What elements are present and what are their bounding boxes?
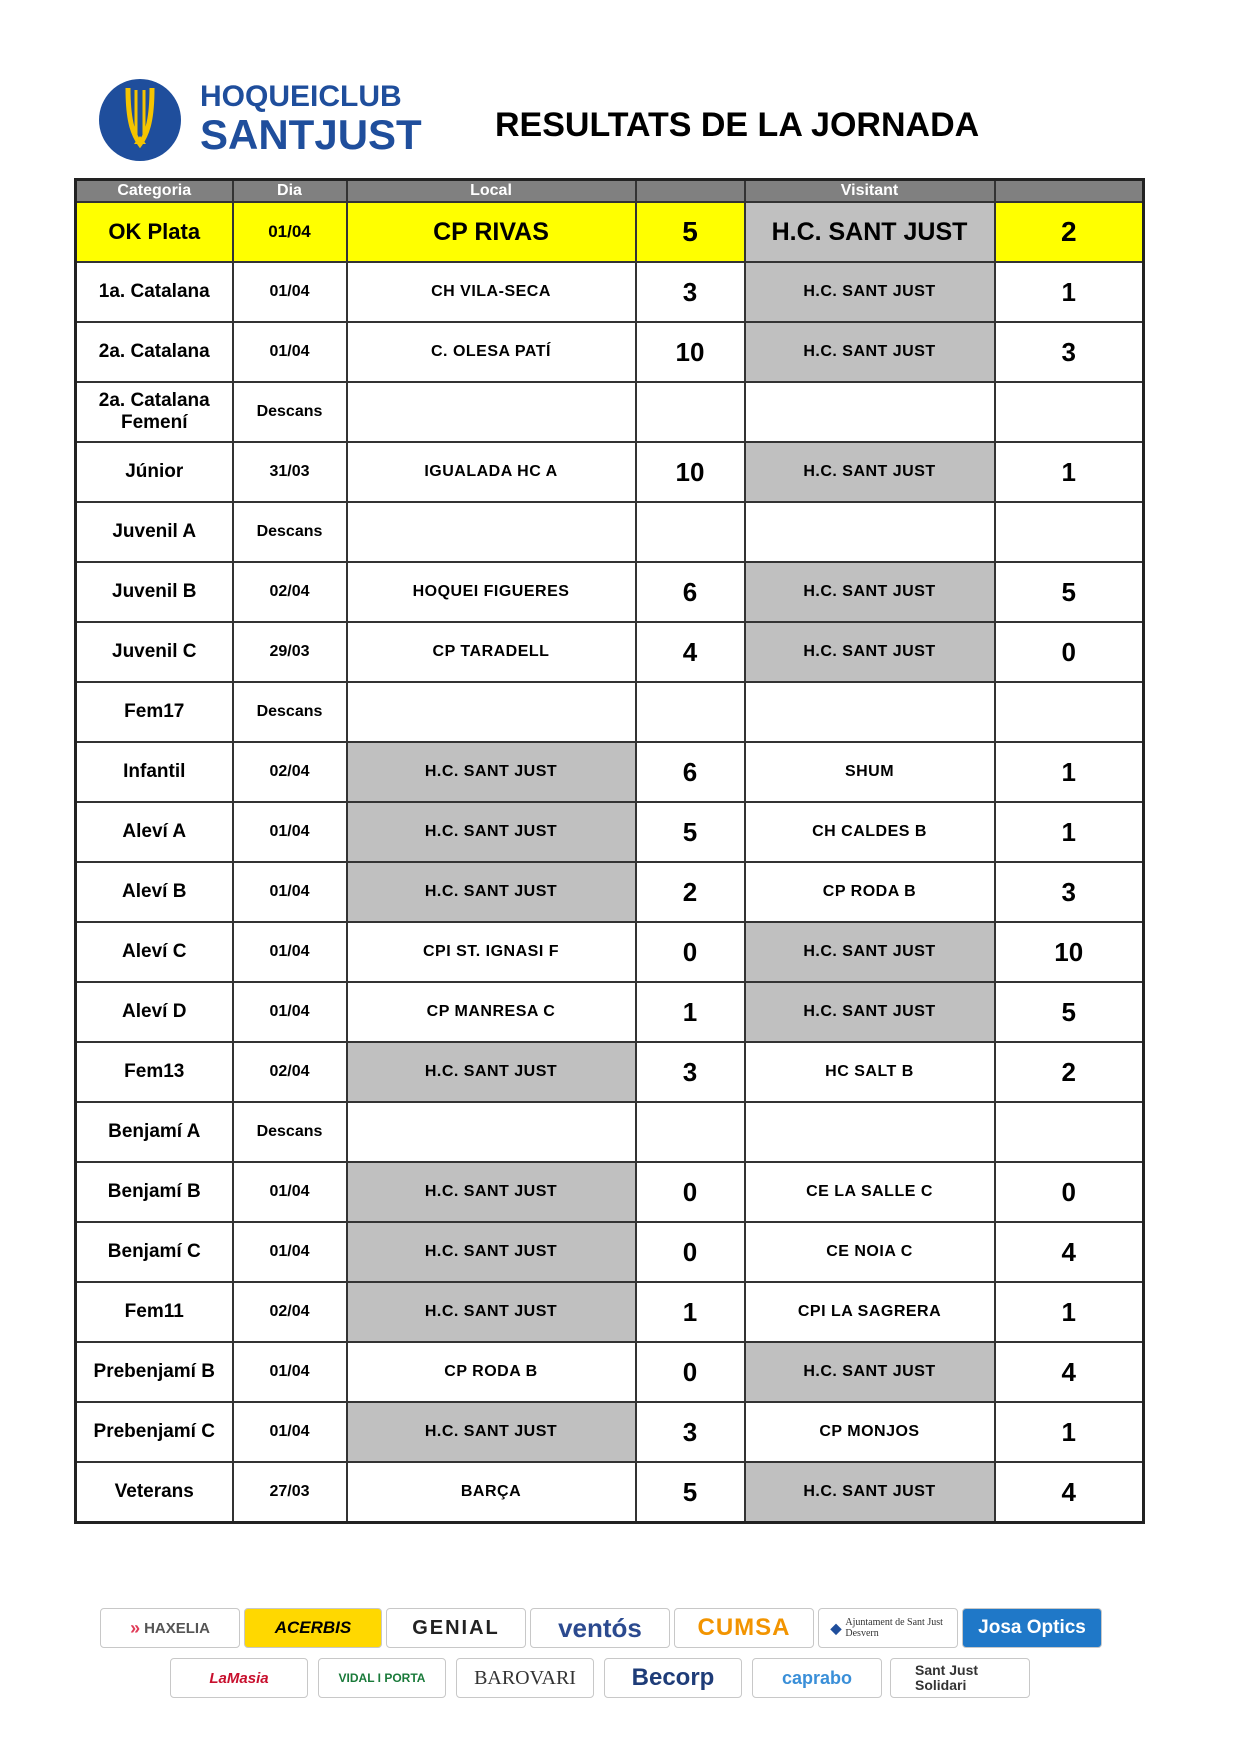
- local-team-cell: IGUALADA HC A: [347, 442, 636, 502]
- visitor-team-cell: H.C. SANT JUST: [745, 622, 995, 682]
- local-score-cell: 3: [636, 1042, 745, 1102]
- sponsor-name: ventós: [558, 1612, 642, 1643]
- visitor-team-cell: SHUM: [745, 742, 995, 802]
- club-name-line2: SANTJUST: [200, 111, 422, 158]
- category-cell: 2a. Catalana Femení: [76, 382, 233, 442]
- table-row: [76, 682, 1144, 742]
- local-score-cell: [636, 502, 745, 562]
- table-row: [76, 1042, 1144, 1102]
- sponsor-name: caprabo: [781, 1667, 853, 1688]
- sponsor-logo-josa-optics: [962, 1608, 1102, 1648]
- sponsor-logo-barovari: [456, 1658, 594, 1698]
- table-row: [76, 1282, 1144, 1342]
- local-score-cell: 10: [636, 442, 745, 502]
- local-team-cell: C. OLESA PATÍ: [347, 322, 636, 382]
- visitor-team-cell: CP MONJOS: [745, 1402, 995, 1462]
- category-cell: Júnior: [76, 442, 233, 502]
- sponsor-name: BAROVARI: [474, 1666, 576, 1689]
- visitor-score-cell: 1: [995, 1282, 1144, 1342]
- local-team-cell: CH VILA-SECA: [347, 262, 636, 322]
- table-row: [76, 622, 1144, 682]
- day-cell: 27/03: [233, 1462, 347, 1523]
- local-team-cell: H.C. SANT JUST: [347, 1042, 636, 1102]
- sponsor-logo-caprabo: [752, 1658, 882, 1698]
- visitor-team-cell: H.C. SANT JUST: [745, 202, 995, 262]
- table-row: [76, 862, 1144, 922]
- sponsor-name: ACERBIS: [274, 1618, 352, 1637]
- category-cell: 2a. Catalana: [76, 322, 233, 382]
- table-row: [76, 382, 1144, 442]
- category-cell: Aleví C: [76, 922, 233, 982]
- local-score-cell: 2: [636, 862, 745, 922]
- column-header-category: Categoria: [76, 180, 233, 203]
- day-cell: 01/04: [233, 322, 347, 382]
- local-score-cell: 5: [636, 1462, 745, 1523]
- table-row: [76, 742, 1144, 802]
- visitor-team-cell: H.C. SANT JUST: [745, 1342, 995, 1402]
- local-score-cell: 5: [636, 802, 745, 862]
- category-cell: Juvenil C: [76, 622, 233, 682]
- results-table: [74, 178, 1145, 1524]
- local-score-cell: 6: [636, 562, 745, 622]
- local-team-cell: H.C. SANT JUST: [347, 742, 636, 802]
- day-cell: 02/04: [233, 1282, 347, 1342]
- visitor-team-cell: H.C. SANT JUST: [745, 262, 995, 322]
- sponsor-logo-genial: [386, 1608, 526, 1648]
- chevron-arrows-icon: »: [130, 1617, 141, 1638]
- local-team-cell: CP RODA B: [347, 1342, 636, 1402]
- club-name-line1: HOQUEICLUB: [200, 80, 402, 113]
- day-cell: 02/04: [233, 742, 347, 802]
- sponsor-name: Sant Just Solidari: [915, 1661, 979, 1693]
- column-header-local: Local: [347, 180, 636, 203]
- day-cell: 02/04: [233, 562, 347, 622]
- visitor-score-cell: 3: [995, 862, 1144, 922]
- sponsor-logo-ajuntament: [818, 1608, 958, 1648]
- day-cell: 01/04: [233, 862, 347, 922]
- table-row: [76, 562, 1144, 622]
- table-row: [76, 802, 1144, 862]
- sponsor-name: GENIAL: [412, 1616, 500, 1639]
- sponsor-logo-becorp: [604, 1658, 742, 1698]
- local-score-cell: 0: [636, 1342, 745, 1402]
- local-score-cell: [636, 682, 745, 742]
- local-team-cell: H.C. SANT JUST: [347, 862, 636, 922]
- day-cell: Descans: [233, 682, 347, 742]
- visitor-score-cell: 5: [995, 562, 1144, 622]
- diamond-icon: ◆: [830, 1619, 842, 1636]
- local-score-cell: 5: [636, 202, 745, 262]
- table-row: [76, 982, 1144, 1042]
- visitor-team-cell: [745, 502, 995, 562]
- local-team-cell: [347, 382, 636, 442]
- category-cell: Fem11: [76, 1282, 233, 1342]
- local-score-cell: 4: [636, 622, 745, 682]
- visitor-score-cell: 2: [995, 202, 1144, 262]
- visitor-team-cell: H.C. SANT JUST: [745, 982, 995, 1042]
- sponsor-logo-lamasia: [170, 1658, 308, 1698]
- category-cell: Juvenil B: [76, 562, 233, 622]
- visitor-team-cell: HC SALT B: [745, 1042, 995, 1102]
- visitor-team-cell: CE LA SALLE C: [745, 1162, 995, 1222]
- day-cell: 02/04: [233, 1042, 347, 1102]
- day-cell: 01/04: [233, 202, 347, 262]
- visitor-team-cell: [745, 382, 995, 442]
- visitor-team-cell: CE NOIA C: [745, 1222, 995, 1282]
- local-team-cell: HOQUEI FIGUERES: [347, 562, 636, 622]
- local-score-cell: 0: [636, 922, 745, 982]
- visitor-score-cell: [995, 682, 1144, 742]
- visitor-team-cell: CP RODA B: [745, 862, 995, 922]
- local-score-cell: 1: [636, 1282, 745, 1342]
- sponsor-logo-ventos: [530, 1608, 670, 1648]
- local-score-cell: 1: [636, 982, 745, 1042]
- local-score-cell: 0: [636, 1222, 745, 1282]
- visitor-team-cell: CH CALDES B: [745, 802, 995, 862]
- sponsor-name: VIDAL I PORTA: [338, 1671, 426, 1685]
- visitor-score-cell: 4: [995, 1342, 1144, 1402]
- local-score-cell: 3: [636, 262, 745, 322]
- visitor-score-cell: [995, 502, 1144, 562]
- local-score-cell: 0: [636, 1162, 745, 1222]
- category-cell: Aleví A: [76, 802, 233, 862]
- category-cell: OK Plata: [76, 202, 233, 262]
- column-header-visitor-score: [995, 180, 1144, 203]
- visitor-score-cell: 1: [995, 1402, 1144, 1462]
- sponsor-logo-haxelia: [100, 1608, 240, 1648]
- local-team-cell: CPI ST. IGNASI F: [347, 922, 636, 982]
- sponsor-name: Josa Optics: [978, 1617, 1086, 1638]
- category-cell: Aleví D: [76, 982, 233, 1042]
- visitor-score-cell: 0: [995, 622, 1144, 682]
- day-cell: Descans: [233, 502, 347, 562]
- day-cell: Descans: [233, 1102, 347, 1162]
- visitor-score-cell: [995, 382, 1144, 442]
- local-score-cell: [636, 382, 745, 442]
- local-team-cell: H.C. SANT JUST: [347, 1162, 636, 1222]
- table-header-row: [76, 180, 1144, 203]
- category-cell: Infantil: [76, 742, 233, 802]
- local-score-cell: 6: [636, 742, 745, 802]
- category-cell: Prebenjamí C: [76, 1402, 233, 1462]
- visitor-score-cell: [995, 1102, 1144, 1162]
- table-row: [76, 442, 1144, 502]
- table-row: [76, 202, 1144, 262]
- local-team-cell: H.C. SANT JUST: [347, 802, 636, 862]
- visitor-score-cell: 1: [995, 262, 1144, 322]
- visitor-score-cell: 5: [995, 982, 1144, 1042]
- day-cell: 01/04: [233, 922, 347, 982]
- table-row: [76, 1102, 1144, 1162]
- table-row: [76, 322, 1144, 382]
- table-row: [76, 1342, 1144, 1402]
- table-row: [76, 502, 1144, 562]
- day-cell: 31/03: [233, 442, 347, 502]
- day-cell: 01/04: [233, 982, 347, 1042]
- visitor-team-cell: H.C. SANT JUST: [745, 322, 995, 382]
- local-team-cell: [347, 682, 636, 742]
- visitor-score-cell: 4: [995, 1462, 1144, 1523]
- category-cell: Fem13: [76, 1042, 233, 1102]
- category-cell: Benjamí C: [76, 1222, 233, 1282]
- visitor-team-cell: CPI LA SAGRERA: [745, 1282, 995, 1342]
- visitor-team-cell: H.C. SANT JUST: [745, 442, 995, 502]
- visitor-score-cell: 0: [995, 1162, 1144, 1222]
- table-row: [76, 1462, 1144, 1523]
- local-team-cell: H.C. SANT JUST: [347, 1222, 636, 1282]
- sponsor-name: Becorp: [631, 1664, 715, 1691]
- table-row: [76, 1402, 1144, 1462]
- day-cell: 01/04: [233, 262, 347, 322]
- category-cell: Benjamí B: [76, 1162, 233, 1222]
- local-score-cell: [636, 1102, 745, 1162]
- visitor-score-cell: 1: [995, 802, 1144, 862]
- day-cell: 01/04: [233, 802, 347, 862]
- table-row: [76, 1162, 1144, 1222]
- sponsor-logo-vidal-i-porta: [318, 1658, 446, 1698]
- local-team-cell: CP TARADELL: [347, 622, 636, 682]
- local-team-cell: H.C. SANT JUST: [347, 1282, 636, 1342]
- category-cell: Aleví B: [76, 862, 233, 922]
- visitor-team-cell: H.C. SANT JUST: [745, 922, 995, 982]
- visitor-team-cell: H.C. SANT JUST: [745, 1462, 995, 1523]
- visitor-team-cell: H.C. SANT JUST: [745, 562, 995, 622]
- sponsor-name: Ajuntament de Sant Just Desvern: [845, 1617, 943, 1639]
- category-cell: Juvenil A: [76, 502, 233, 562]
- local-team-cell: CP MANRESA C: [347, 982, 636, 1042]
- table-row: [76, 1222, 1144, 1282]
- sponsor-logo-sant-just-solidari: [890, 1658, 1030, 1698]
- category-cell: Prebenjamí B: [76, 1342, 233, 1402]
- visitor-score-cell: 3: [995, 322, 1144, 382]
- visitor-score-cell: 4: [995, 1222, 1144, 1282]
- day-cell: 01/04: [233, 1342, 347, 1402]
- day-cell: Descans: [233, 382, 347, 442]
- local-team-cell: [347, 1102, 636, 1162]
- sponsor-name: CUMSA: [697, 1614, 791, 1641]
- table-row: [76, 262, 1144, 322]
- sponsor-logo-cumsa: [674, 1608, 814, 1648]
- category-cell: Fem17: [76, 682, 233, 742]
- column-header-visitor: Visitant: [745, 180, 995, 203]
- local-team-cell: H.C. SANT JUST: [347, 1402, 636, 1462]
- visitor-score-cell: 1: [995, 442, 1144, 502]
- column-header-day: Dia: [233, 180, 347, 203]
- visitor-team-cell: [745, 682, 995, 742]
- local-team-cell: [347, 502, 636, 562]
- club-logo: [98, 78, 182, 162]
- local-score-cell: 3: [636, 1402, 745, 1462]
- day-cell: 01/04: [233, 1162, 347, 1222]
- sponsor-name: LaMasia: [209, 1669, 269, 1687]
- sponsor-logo-acerbis: [244, 1608, 382, 1648]
- local-team-cell: BARÇA: [347, 1462, 636, 1523]
- visitor-score-cell: 10: [995, 922, 1144, 982]
- page-title: RESULTATS DE LA JORNADA: [495, 106, 980, 144]
- day-cell: 01/04: [233, 1402, 347, 1462]
- sponsor-name: HAXELIA: [144, 1619, 210, 1637]
- local-team-cell: CP RIVAS: [347, 202, 636, 262]
- column-header-local-score: [636, 180, 745, 203]
- visitor-score-cell: 1: [995, 742, 1144, 802]
- category-cell: Benjamí A: [76, 1102, 233, 1162]
- day-cell: 01/04: [233, 1222, 347, 1282]
- visitor-team-cell: [745, 1102, 995, 1162]
- results-body: [76, 202, 1144, 1523]
- local-score-cell: 10: [636, 322, 745, 382]
- table-row: [76, 922, 1144, 982]
- day-cell: 29/03: [233, 622, 347, 682]
- visitor-score-cell: 2: [995, 1042, 1144, 1102]
- category-cell: 1a. Catalana: [76, 262, 233, 322]
- club-name: [200, 82, 422, 156]
- category-cell: Veterans: [76, 1462, 233, 1523]
